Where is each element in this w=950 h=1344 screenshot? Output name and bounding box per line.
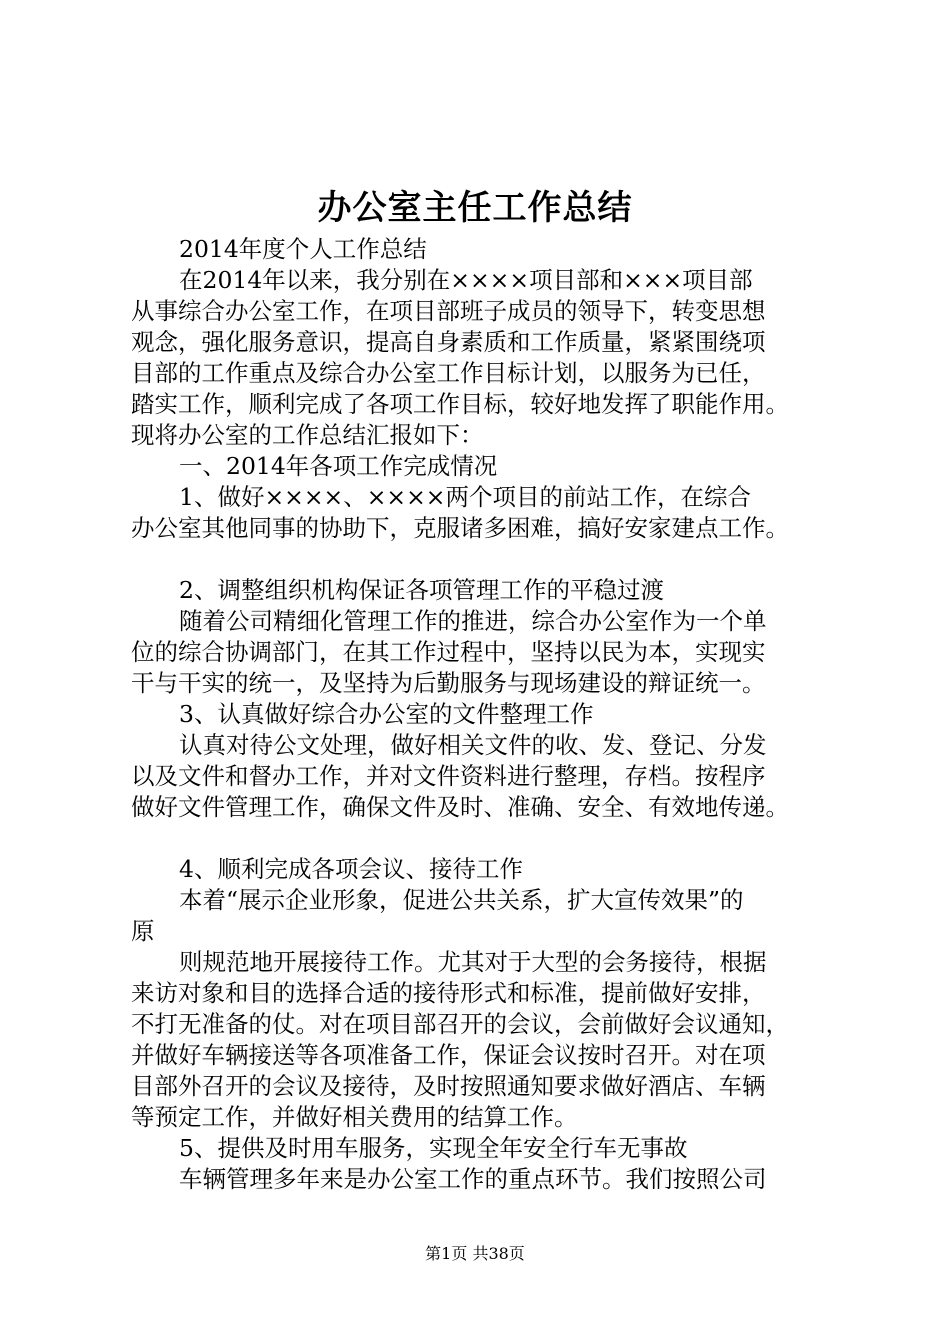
paragraph-line: 1、做好××××、××××两个项目的前站工作，在综合 [179, 483, 751, 511]
paragraph-line: 观念，强化服务意识，提高自身素质和工作质量，紧紧围绕项 [131, 328, 766, 356]
paragraph-line: 以及文件和督办工作，并对文件资料进行整理，存档。按程序 [131, 762, 766, 790]
paragraph-line: 做好文件管理工作，确保文件及时、准确、安全、有效地传递。 [131, 793, 789, 821]
paragraph-line: 并做好车辆接送等各项准备工作，保证会议按时召开。对在项 [131, 1041, 766, 1069]
paragraph-line: 4、顺利完成各项会议、接待工作 [179, 855, 523, 883]
blank-line [131, 544, 841, 575]
paragraph-line: 办公室其他同事的协助下，克服诸多困难，搞好安家建点工作。 [131, 514, 789, 542]
paragraph-line: 从事综合办公室工作，在项目部班子成员的领导下，转变思想 [131, 297, 766, 325]
paragraph-line: 在2014年以来，我分别在××××项目部和×××项目部 [179, 266, 753, 294]
paragraph-line: 车辆管理多年来是办公室工作的重点环节。我们按照公司 [179, 1165, 767, 1193]
document-title: 办公室主任工作总结 [317, 188, 633, 228]
paragraph-line: 不打无准备的仗。对在项目部召开的会议，会前做好会议通知， [131, 1010, 789, 1038]
paragraph-line: 2014年度个人工作总结 [179, 235, 427, 263]
paragraph-line: 认真对待公文处理，做好相关文件的收、发、登记、分发 [179, 731, 767, 759]
paragraph-line: 干与干实的统一，及坚持为后勤服务与现场建设的辩证统一。 [131, 669, 766, 697]
paragraph-line: 则规范地开展接待工作。尤其对于大型的会务接待，根据 [179, 948, 767, 976]
paragraph-line: 位的综合协调部门，在其工作过程中，坚持以民为本，实现实 [131, 638, 766, 666]
page-footer: 第1页 共38页 [425, 1244, 525, 1263]
paragraph-line: 原 [131, 917, 155, 945]
paragraph-line: 现将办公室的工作总结汇报如下： [131, 421, 484, 449]
paragraph-line: 2、调整组织机构保证各项管理工作的平稳过渡 [179, 576, 664, 604]
paragraph-line: 随着公司精细化管理工作的推进，综合办公室作为一个单 [179, 607, 767, 635]
paragraph-line: 本着“展示企业形象，促进公共关系，扩大宣传效果”的 [179, 886, 744, 914]
document-body [131, 234, 841, 1195]
paragraph-line: 来访对象和目的选择合适的接待形式和标准，提前做好安排， [131, 979, 766, 1007]
paragraph-line: 3、认真做好综合办公室的文件整理工作 [179, 700, 594, 728]
blank-line [131, 823, 841, 854]
paragraph-line: 目部外召开的会议及接待，及时按照通知要求做好酒店、车辆 [131, 1072, 766, 1100]
paragraph-line: 5、提供及时用车服务，实现全年安全行车无事故 [179, 1134, 688, 1162]
paragraph-line: 等预定工作，并做好相关费用的结算工作。 [131, 1103, 578, 1131]
paragraph-line: 一、2014年各项工作完成情况 [179, 452, 498, 480]
paragraph-line: 目部的工作重点及综合办公室工作目标计划，以服务为已任， [131, 359, 766, 387]
paragraph-line: 踏实工作，顺利完成了各项工作目标，较好地发挥了职能作用。 [131, 390, 789, 418]
